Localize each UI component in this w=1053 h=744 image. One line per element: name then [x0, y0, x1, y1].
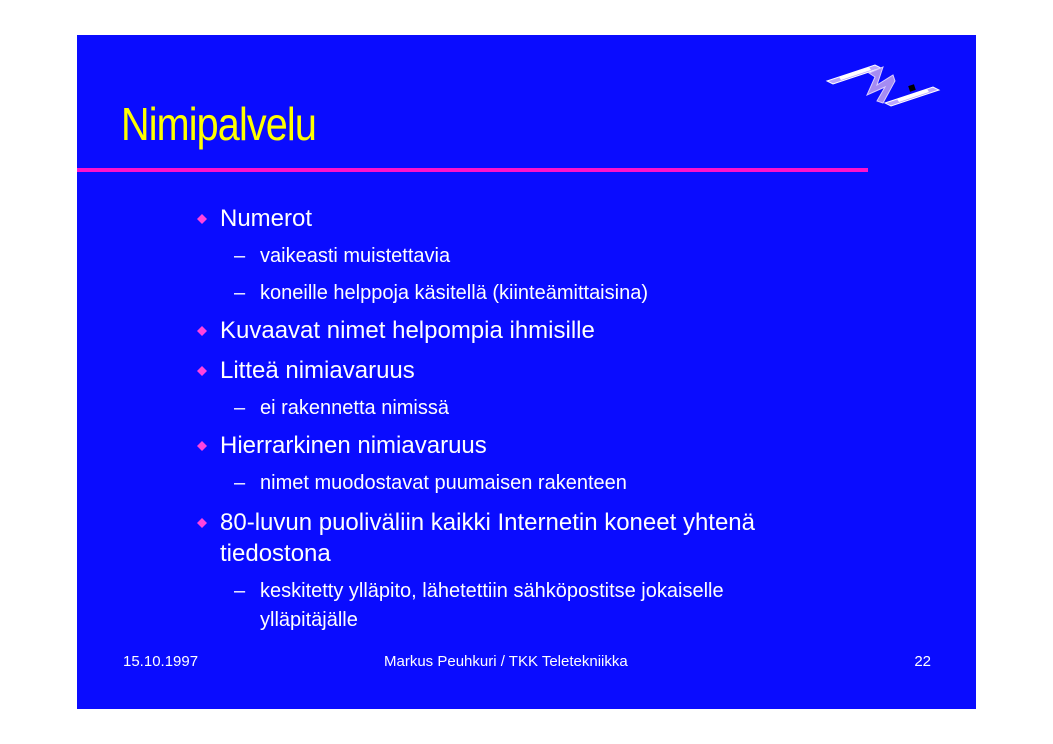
- bullet-text: Numerot: [220, 205, 313, 232]
- diamond-bullet-icon: [197, 366, 207, 376]
- bullet-text-line1: 80-luvun puoliväliin kaikki Internetin koneet yhtenä: [220, 509, 755, 536]
- sub-bullet-item: [234, 470, 627, 497]
- diamond-bullet-icon: [197, 518, 207, 528]
- bullet-text: Litteä nimiavaruus: [220, 357, 415, 384]
- sub-bullet-item: [234, 243, 451, 270]
- dash-marker: –: [234, 397, 246, 419]
- page-title: Nimipalvelu: [121, 98, 317, 150]
- sub-bullet-item: [234, 578, 724, 605]
- bullet-item: [220, 430, 487, 461]
- footer-date: 15.10.1997: [123, 653, 199, 670]
- sub-bullet-text-line1: keskitetty ylläpito, lähetettiin sähköpostitse jokaiselle: [260, 580, 724, 602]
- sub-bullet-text: koneille helppoja käsitellä (kiinteämittaisina): [260, 282, 648, 304]
- title-divider: [77, 168, 868, 172]
- footer-author: Markus Peuhkuri / TKK Teletekniikka: [384, 653, 628, 670]
- diamond-bullet-icon: [197, 214, 207, 224]
- bullet-item: [220, 507, 755, 538]
- dash-marker: –: [234, 580, 246, 602]
- bullet-text: Kuvaavat nimet helpompia ihmisille: [220, 317, 595, 344]
- diamond-bullet-icon: [197, 441, 207, 451]
- sub-bullet-text-line2: ylläpitäjälle: [260, 609, 358, 631]
- footer-page-number: 22: [914, 653, 931, 670]
- dash-marker: –: [234, 472, 246, 494]
- bullet-text: Hierrarkinen nimiavaruus: [220, 432, 487, 459]
- bullet-item: [220, 203, 312, 234]
- sub-bullet-item-continuation: [260, 607, 358, 634]
- dash-marker: –: [234, 282, 246, 304]
- bullet-item: [220, 355, 415, 386]
- sub-bullet-text: vaikeasti muistettavia: [260, 245, 451, 267]
- zz-lightning-logo-icon: [825, 59, 945, 115]
- diamond-bullet-icon: [197, 326, 207, 336]
- sub-bullet-item: [234, 280, 648, 307]
- sub-bullet-text: nimet muodostavat puumaisen rakenteen: [260, 472, 627, 494]
- bullet-item-continuation: [220, 538, 331, 569]
- dash-marker: –: [234, 245, 246, 267]
- sub-bullet-text: ei rakennetta nimissä: [260, 397, 449, 419]
- slide: [77, 35, 976, 709]
- bullet-text-line2: tiedostona: [220, 540, 331, 567]
- sub-bullet-item: [234, 395, 449, 422]
- bullet-item: [220, 315, 595, 346]
